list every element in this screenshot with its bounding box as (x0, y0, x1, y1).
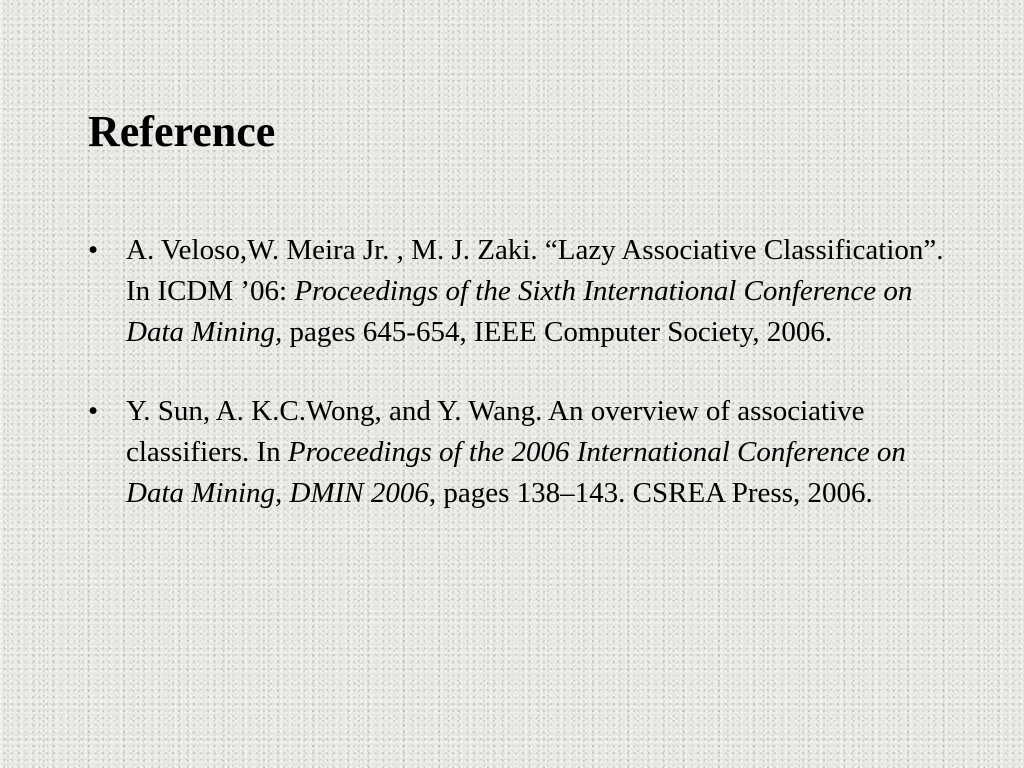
reference-venue: Proceedings of the Sixth International Conference on Data Mining, (126, 275, 913, 348)
bullet-icon: • (88, 234, 99, 266)
reference-list (88, 230, 948, 552)
reference-item (88, 391, 948, 514)
slide-title: Reference (88, 107, 276, 156)
reference-venue: Proceedings of the 2006 International Conference on Data Mining, DMIN 2006 (126, 436, 906, 509)
reference-details: pages 645-654, IEEE Computer Society, 2006. (282, 316, 833, 348)
reference-details: , pages 138–143. CSREA Press, 2006. (428, 477, 873, 509)
bullet-icon: • (88, 395, 99, 427)
reference-item (88, 230, 948, 353)
reference-authors-title: Y. Sun, A. K.C.Wong, and Y. Wang. An overview of associative classifiers. In (126, 395, 865, 468)
reference-authors-title: A. Veloso,W. Meira Jr. , M. J. Zaki. “Lazy Associative Classification”. In ICDM ’06: (126, 234, 944, 307)
